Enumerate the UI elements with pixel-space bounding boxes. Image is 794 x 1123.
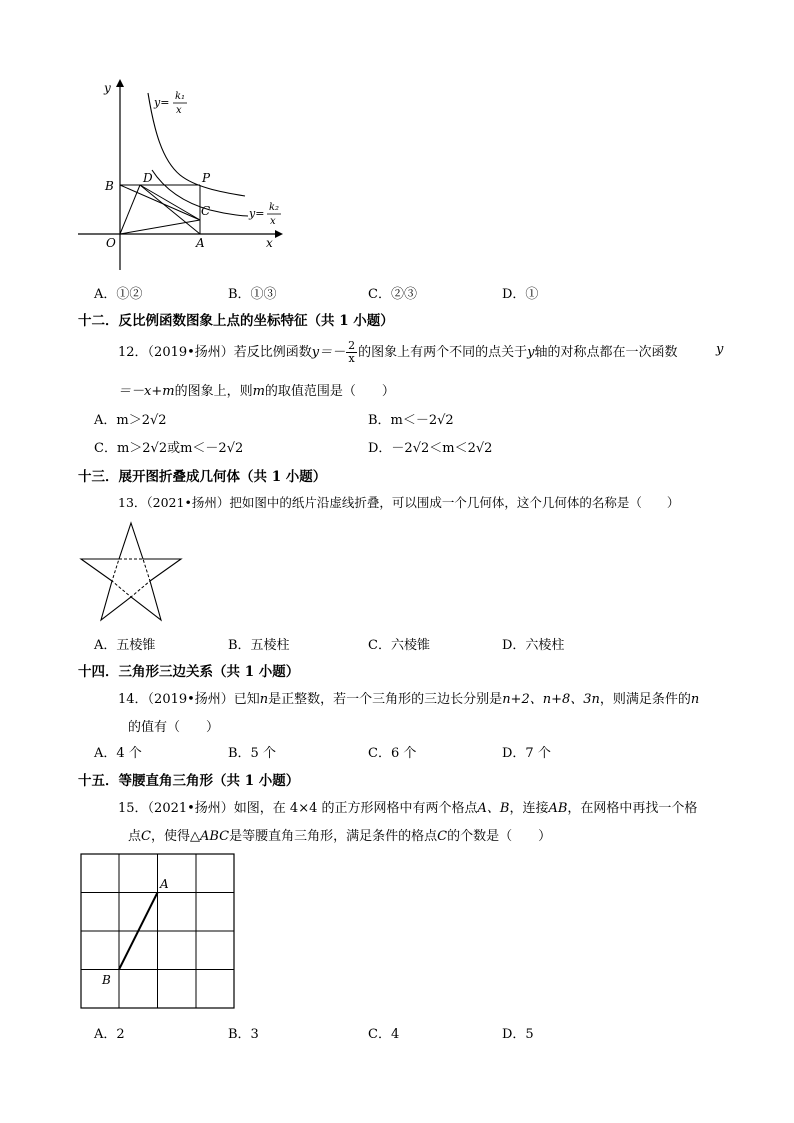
curve-k2-lhs: y=	[249, 207, 265, 220]
grid-4x4-figure	[78, 852, 238, 1012]
curve-k2-num: k₂	[269, 202, 280, 213]
q12-mid: 的图象上有两个不同的点关于	[358, 345, 528, 360]
q12-axis: y	[527, 345, 535, 360]
q13-stem: 13．（2021•扬州）把如图中的纸片沿虚线折叠，可以围成一个几何体，这个几何体的名称是（ ）	[118, 495, 680, 510]
q12-prefix: 12．（2019•扬州）若反比例函数	[118, 345, 312, 360]
q13-option-a[interactable]: A．五棱锥	[94, 638, 156, 653]
section-15-title: 十五．等腰直角三角形（共 1 小题）	[78, 773, 300, 789]
q12-option-b[interactable]: B．m＜－2√2	[368, 413, 454, 428]
q14-option-d[interactable]: D．7 个	[502, 746, 551, 761]
q11-option-d[interactable]: D．①	[502, 287, 539, 302]
q11-option-a[interactable]: A．①②	[94, 287, 143, 302]
q11-option-c[interactable]: C．②③	[368, 287, 417, 302]
q15-option-c[interactable]: C．4	[368, 1027, 400, 1042]
curve-k1-lhs: y=	[154, 96, 170, 109]
q12-stem-line2	[118, 380, 395, 399]
segment-bc	[120, 185, 200, 220]
label-y-axis: y	[104, 81, 111, 95]
q15-option-d[interactable]: D．5	[502, 1027, 534, 1042]
q15-stem-line2: 点C，使得△ABC是等腰直角三角形，满足条件的格点C的个数是（ ）	[128, 829, 552, 844]
q14-option-a[interactable]: A．4 个	[94, 746, 142, 761]
q14-option-b[interactable]: B．5 个	[228, 746, 276, 761]
curve-k1-den: x	[176, 105, 182, 116]
q12-option-a[interactable]: A．m＞2√2	[94, 413, 167, 428]
section-14-title: 十四．三角形三边关系（共 1 小题）	[78, 664, 300, 680]
label-x-axis: x	[266, 236, 273, 250]
q15-option-b[interactable]: B．3	[228, 1027, 259, 1042]
section-12-title: 十二．反比例函数图象上点的坐标特征（共 1 小题）	[78, 313, 394, 329]
q14-stem-line1: 14．（2019•扬州）已知n是正整数，若一个三角形的三边长分别是n+2、n+8、3n，则满足条件的n	[118, 692, 700, 707]
q12-m: m	[252, 384, 265, 399]
y-axis-arrow	[116, 79, 124, 87]
q12-line: ＝－x+m	[118, 384, 175, 399]
label-origin: O	[106, 236, 116, 250]
q14-option-c[interactable]: C．6 个	[368, 746, 417, 761]
star-net-figure	[78, 520, 184, 624]
curve-k1-num: k₁	[175, 91, 186, 102]
star-outline	[81, 523, 181, 620]
q12-fraction: $\frac{2}{x}$	[348, 339, 356, 365]
q12-line2-b: 的图象上，则	[174, 384, 253, 399]
label-point-a: A	[196, 236, 205, 250]
hyperbola-figure	[70, 75, 290, 275]
q12-tail-y: y	[716, 342, 724, 357]
label-point-d: D	[143, 171, 153, 185]
q12-stem-line1	[118, 340, 678, 365]
section-13-title: 十三．展开图折叠成几何体（共 1 小题）	[78, 469, 327, 485]
q11-option-b[interactable]: B．①③	[228, 287, 277, 302]
q12-option-c[interactable]: C．m＞2√2或m＜－2√2	[94, 441, 244, 456]
q14-stem-line2: 的值有（ ）	[128, 720, 220, 735]
q13-option-b[interactable]: B．五棱柱	[228, 638, 290, 653]
q12-line2-c: 的取值范围是（ ）	[264, 384, 395, 399]
label-point-b: B	[105, 179, 114, 193]
curve-k2-den: x	[270, 216, 276, 227]
grid-label-a: A	[160, 877, 169, 891]
q15-option-a[interactable]: A．2	[94, 1027, 125, 1042]
segment-oc	[120, 220, 200, 234]
q12-rest: 轴的对称点都在一次函数	[534, 345, 678, 360]
segment-od	[120, 185, 140, 234]
q13-option-d[interactable]: D．六棱柱	[502, 638, 565, 653]
q15-stem-line1: 15．（2021•扬州）如图，在 4×4 的正方形网格中有两个格点A、B，连接AB，在网格中再找一个格	[118, 801, 698, 816]
segment-da	[140, 185, 200, 234]
x-axis-arrow	[275, 230, 283, 238]
q12-eq: y＝－	[311, 345, 346, 360]
q12-option-d[interactable]: D．－2√2＜m＜2√2	[368, 441, 493, 456]
label-point-p: P	[202, 171, 211, 185]
label-point-c: C	[201, 204, 211, 218]
grid-label-b: B	[102, 973, 111, 987]
pentagon-fold-lines	[112, 559, 150, 597]
q13-option-c[interactable]: C．六棱锥	[368, 638, 430, 653]
